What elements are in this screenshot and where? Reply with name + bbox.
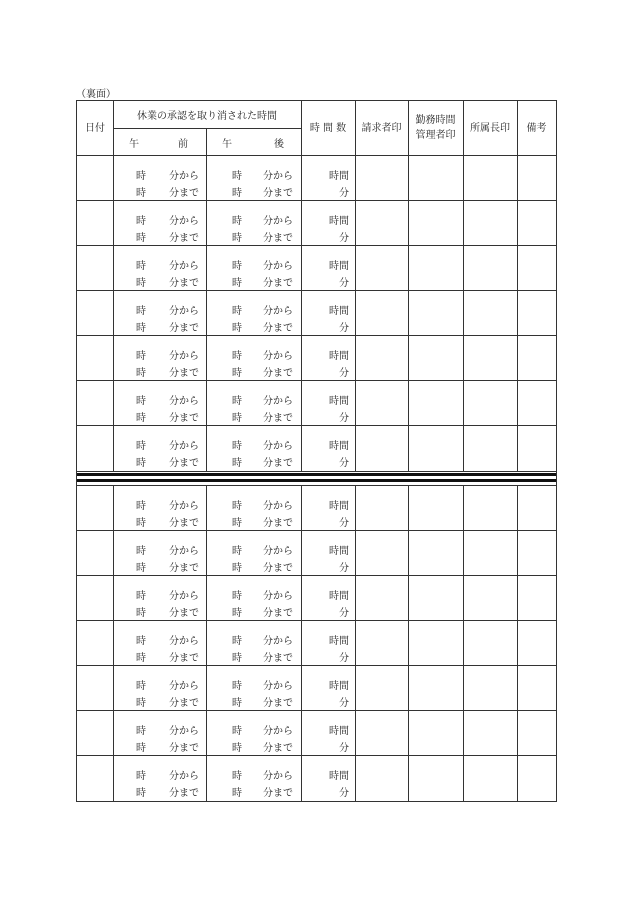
table-row [77,621,556,666]
am-start-hour: 時 [136,441,146,452]
am-end-min: 分まで [169,788,199,799]
am-end-hour: 時 [136,698,146,709]
pm-end-min: 分まで [263,743,293,754]
hours-value: 時間 [329,546,349,557]
am-end-min: 分まで [169,413,199,424]
header-dept-seal: 所属長印 [470,122,510,134]
am-start-hour: 時 [136,681,146,692]
minutes-value: 分 [339,458,349,469]
pm-start-min: 分から [263,771,293,782]
pm-end-min: 分まで [263,518,293,529]
hours-value: 時間 [329,351,349,362]
minutes-value: 分 [339,368,349,379]
table-row [77,246,556,291]
am-end-hour: 時 [136,188,146,199]
header-pm: 午 後 [222,139,284,150]
am-end-hour: 時 [136,788,146,799]
table-row [77,531,556,576]
pm-start-min: 分から [263,396,293,407]
am-end-min: 分まで [169,698,199,709]
table-row [77,756,556,801]
am-end-hour: 時 [136,413,146,424]
am-end-hour: 時 [136,233,146,244]
rows-bottom [76,485,557,802]
am-start-hour: 時 [136,351,146,362]
pm-end-min: 分まで [263,278,293,289]
am-start-min: 分から [169,396,199,407]
table-row [77,381,556,426]
pm-end-hour: 時 [232,698,242,709]
table-row [77,711,556,756]
hours-value: 時間 [329,171,349,182]
hours-value: 時間 [329,216,349,227]
pm-end-hour: 時 [232,608,242,619]
hours-value: 時間 [329,636,349,647]
am-start-hour: 時 [136,546,146,557]
am-start-min: 分から [169,171,199,182]
pm-start-min: 分から [263,591,293,602]
header-hours: 時 間 数 [309,122,347,134]
pm-end-hour: 時 [232,743,242,754]
table-row [77,291,556,336]
am-end-min: 分まで [169,458,199,469]
pm-start-min: 分から [263,681,293,692]
pm-start-hour: 時 [232,501,242,512]
am-start-min: 分から [169,261,199,272]
pm-end-min: 分まで [263,653,293,664]
minutes-value: 分 [339,323,349,334]
hours-value: 時間 [329,726,349,737]
pm-end-hour: 時 [232,458,242,469]
pm-start-hour: 時 [232,681,242,692]
minutes-value: 分 [339,563,349,574]
pm-start-min: 分から [263,261,293,272]
header-manager-seal: 勤務時間 管理者印 [415,115,456,141]
pm-end-min: 分まで [263,563,293,574]
leave-cancellation-table [76,100,557,802]
pm-start-min: 分から [263,216,293,227]
minutes-value: 分 [339,698,349,709]
am-end-min: 分まで [169,653,199,664]
am-start-hour: 時 [136,501,146,512]
pm-start-hour: 時 [232,546,242,557]
table-row [77,201,556,246]
am-start-min: 分から [169,501,199,512]
pm-end-min: 分まで [263,368,293,379]
am-end-hour: 時 [136,458,146,469]
am-end-hour: 時 [136,563,146,574]
am-start-hour: 時 [136,306,146,317]
minutes-value: 分 [339,608,349,619]
am-end-hour: 時 [136,743,146,754]
am-start-hour: 時 [136,171,146,182]
pm-start-hour: 時 [232,441,242,452]
pm-start-hour: 時 [232,216,242,227]
am-start-min: 分から [169,546,199,557]
minutes-value: 分 [339,653,349,664]
table-row [77,156,556,201]
am-start-min: 分から [169,681,199,692]
pm-end-hour: 時 [232,653,242,664]
pm-start-hour: 時 [232,396,242,407]
pm-end-hour: 時 [232,413,242,424]
pm-start-min: 分から [263,726,293,737]
am-start-hour: 時 [136,771,146,782]
am-end-hour: 時 [136,608,146,619]
am-start-min: 分から [169,771,199,782]
header-remarks: 備考 [526,122,547,134]
minutes-value: 分 [339,743,349,754]
hours-value: 時間 [329,441,349,452]
pm-end-hour: 時 [232,188,242,199]
am-end-min: 分まで [169,563,199,574]
pm-end-min: 分まで [263,188,293,199]
am-end-hour: 時 [136,368,146,379]
pm-start-min: 分から [263,636,293,647]
pm-end-min: 分まで [263,698,293,709]
am-start-hour: 時 [136,591,146,602]
am-start-min: 分から [169,306,199,317]
hours-value: 時間 [329,306,349,317]
pm-end-hour: 時 [232,518,242,529]
header-cancelled-time: 休業の承認を取り消された時間 [137,111,277,122]
pm-end-min: 分まで [263,608,293,619]
minutes-value: 分 [339,278,349,289]
table-row [77,666,556,711]
pm-end-min: 分まで [263,788,293,799]
rows-top [76,155,557,472]
am-start-hour: 時 [136,261,146,272]
table-row [77,336,556,381]
pm-start-hour: 時 [232,171,242,182]
pm-start-min: 分から [263,171,293,182]
pm-end-hour: 時 [232,788,242,799]
am-start-min: 分から [169,441,199,452]
am-end-hour: 時 [136,278,146,289]
pm-end-min: 分まで [263,413,293,424]
pm-start-hour: 時 [232,726,242,737]
hours-value: 時間 [329,261,349,272]
hours-value: 時間 [329,396,349,407]
pm-start-min: 分から [263,441,293,452]
am-start-min: 分から [169,351,199,362]
am-start-min: 分から [169,216,199,227]
am-end-min: 分まで [169,188,199,199]
pm-start-hour: 時 [232,351,242,362]
pm-end-min: 分まで [263,323,293,334]
hours-value: 時間 [329,501,349,512]
pm-start-hour: 時 [232,636,242,647]
pm-start-hour: 時 [232,261,242,272]
pm-start-hour: 時 [232,591,242,602]
am-end-min: 分まで [169,233,199,244]
hours-value: 時間 [329,591,349,602]
pm-start-min: 分から [263,501,293,512]
table-header [76,100,557,155]
pm-end-hour: 時 [232,563,242,574]
side-label: （裏面） [76,89,116,100]
am-start-hour: 時 [136,396,146,407]
pm-end-hour: 時 [232,278,242,289]
table-row [77,426,556,471]
am-end-hour: 時 [136,323,146,334]
am-end-min: 分まで [169,368,199,379]
header-date: 日付 [85,122,105,134]
am-end-min: 分まで [169,323,199,334]
am-start-min: 分から [169,636,199,647]
double-rule-separator [76,472,557,485]
am-end-min: 分まで [169,743,199,754]
minutes-value: 分 [339,518,349,529]
minutes-value: 分 [339,413,349,424]
pm-end-hour: 時 [232,233,242,244]
am-end-min: 分まで [169,518,199,529]
minutes-value: 分 [339,788,349,799]
table-row [77,576,556,621]
am-start-min: 分から [169,726,199,737]
pm-end-hour: 時 [232,368,242,379]
table-row [77,486,556,531]
am-end-hour: 時 [136,518,146,529]
pm-end-hour: 時 [232,323,242,334]
am-start-hour: 時 [136,726,146,737]
am-start-hour: 時 [136,636,146,647]
am-end-min: 分まで [169,608,199,619]
header-requester-seal: 請求者印 [361,122,402,134]
am-end-hour: 時 [136,653,146,664]
am-end-min: 分まで [169,278,199,289]
hours-value: 時間 [329,681,349,692]
pm-start-hour: 時 [232,771,242,782]
pm-start-min: 分から [263,546,293,557]
am-start-min: 分から [169,591,199,602]
minutes-value: 分 [339,188,349,199]
pm-start-min: 分から [263,306,293,317]
header-am: 午 前 [129,139,188,150]
hours-value: 時間 [329,771,349,782]
pm-end-min: 分まで [263,233,293,244]
pm-start-min: 分から [263,351,293,362]
pm-start-hour: 時 [232,306,242,317]
minutes-value: 分 [339,233,349,244]
am-start-hour: 時 [136,216,146,227]
pm-end-min: 分まで [263,458,293,469]
